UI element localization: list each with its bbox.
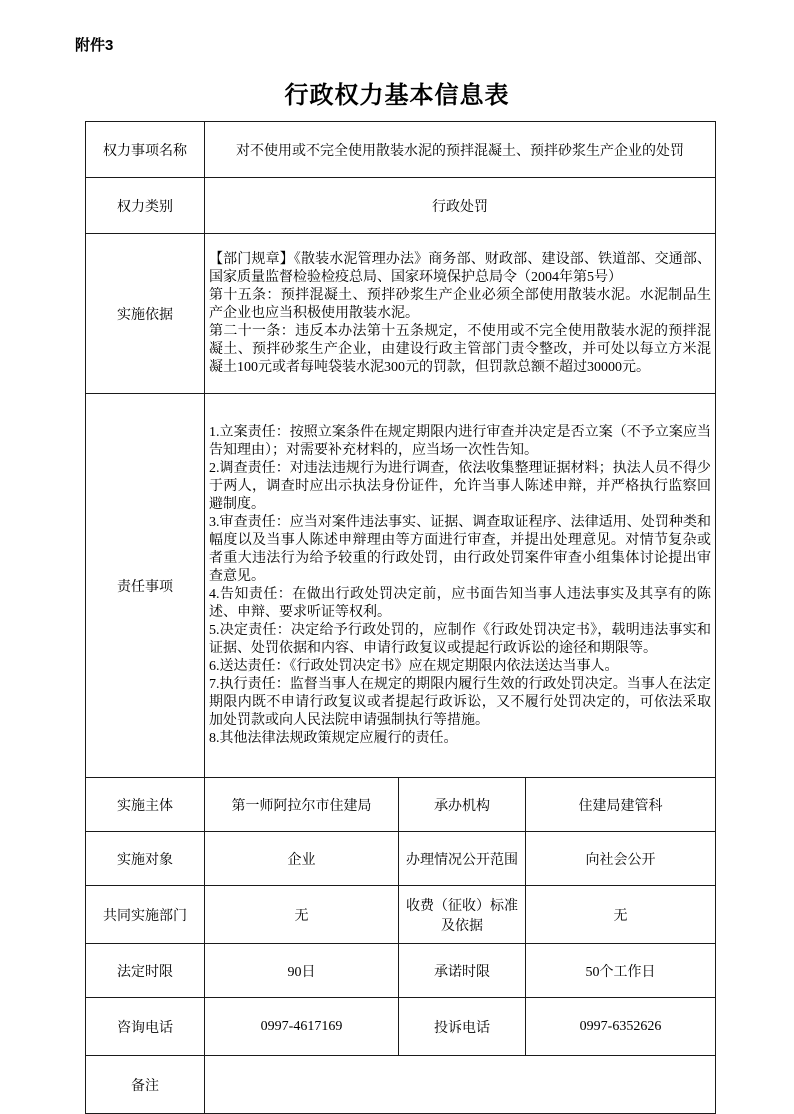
promise-limit-label: 承诺时限 [399, 944, 526, 998]
duty-item: 2.调查责任：对违法违规行为进行调查，依法收集整理证据材料；执法人员不得少于两人，调查时应出示执法身份证件，允许当事人陈述申辩，并严格执行监察回避制度。 [209, 460, 712, 512]
complaint-phone-label: 投诉电话 [399, 998, 526, 1056]
row-power-type [86, 178, 716, 234]
row-target [86, 832, 716, 886]
attachment-label: 附件3 [75, 37, 114, 54]
duty-item: 8.其他法律法规政策规定应履行的责任。 [209, 730, 458, 746]
duty-item: 3.审查责任：应当对案件违法事实、证据、调查取证程序、法律适用、处罚种类和幅度以及当事人陈述申辩理由等方面进行审查，并提出处理意见。对情节复杂或者重大违法行为给予较重的行政处罚，由行政处罚案件审查小组集体讨论提出审查意见。 [209, 514, 712, 584]
disclosure-label: 办理情况公开范围 [399, 832, 526, 886]
power-name-value: 对不使用或不完全使用散装水泥的预拌混凝土、预拌砂浆生产企业的处罚 [205, 122, 716, 178]
row-joint-dept [86, 886, 716, 944]
fee-value: 无 [526, 886, 716, 944]
joint-dept-value: 无 [205, 886, 399, 944]
power-type-label: 权力类别 [86, 178, 205, 234]
row-implementer [86, 778, 716, 832]
row-basis [86, 234, 716, 394]
legal-limit-value: 90日 [205, 944, 399, 998]
implementer-value: 第一师阿拉尔市住建局 [205, 778, 399, 832]
row-time-limit [86, 944, 716, 998]
fee-label: 收费（征收）标准及依据 [399, 886, 526, 944]
row-phones [86, 998, 716, 1056]
duty-item: 1.立案责任：按照立案条件在规定期限内进行审查并决定是否立案（不予立案应当告知理由）；对需要补充材料的，应当场一次性告知。 [209, 424, 712, 458]
consult-phone-value: 0997-4617169 [205, 998, 399, 1056]
basis-paragraph: 第二十一条：违反本办法第十五条规定，不使用或不完全使用散装水泥的预拌混凝土、预拌砂浆生产企业，由建设行政主管部门责令整改，并可处以每立方米混凝土100元或者每吨袋装水泥300元的罚款，但罚款总额不超过30000元。 [209, 323, 712, 375]
duties-value [205, 394, 716, 778]
duty-item: 4.告知责任：在做出行政处罚决定前，应书面告知当事人违法事实及其享有的陈述、申辩、要求听证等权利。 [209, 586, 712, 620]
joint-dept-label: 共同实施部门 [86, 886, 205, 944]
power-name-label: 权力事项名称 [86, 122, 205, 178]
duties-label: 责任事项 [86, 394, 205, 778]
row-remarks [86, 1056, 716, 1114]
target-label: 实施对象 [86, 832, 205, 886]
row-duties [86, 394, 716, 778]
promise-limit-value: 50个工作日 [526, 944, 716, 998]
power-type-value: 行政处罚 [205, 178, 716, 234]
implementer-label: 实施主体 [86, 778, 205, 832]
page-title: 行政权力基本信息表 [284, 83, 510, 109]
row-power-name [86, 122, 716, 178]
basis-paragraph: 第十五条：预拌混凝土、预拌砂浆生产企业必须全部使用散装水泥。水泥制品生产企业也应当积极使用散装水泥。 [209, 287, 712, 321]
remarks-label: 备注 [86, 1056, 205, 1114]
basis-label: 实施依据 [86, 234, 205, 394]
legal-limit-label: 法定时限 [86, 944, 205, 998]
remarks-value [205, 1056, 716, 1114]
undertaker-label: 承办机构 [399, 778, 526, 832]
undertaker-value: 住建局建管科 [526, 778, 716, 832]
target-value: 企业 [205, 832, 399, 886]
disclosure-value: 向社会公开 [526, 832, 716, 886]
basis-value [205, 234, 716, 394]
complaint-phone-value: 0997-6352626 [526, 998, 716, 1056]
duty-item: 7.执行责任：监督当事人在规定的期限内履行生效的行政处罚决定。当事人在法定期限内既不申请行政复议或者提起行政诉讼，又不履行处罚决定的，可依法采取加处罚款或向人民法院申请强制执行等措施。 [209, 676, 712, 728]
consult-phone-label: 咨询电话 [86, 998, 205, 1056]
duty-item: 6.送达责任：《行政处罚决定书》应在规定期限内依法送达当事人。 [209, 658, 619, 674]
duty-item: 5.决定责任：决定给予行政处罚的，应制作《行政处罚决定书》，载明违法事实和证据、处罚依据和内容、申请行政复议或提起行政诉讼的途径和期限等。 [209, 622, 712, 656]
basis-paragraph: 【部门规章】《散装水泥管理办法》商务部、财政部、建设部、铁道部、交通部、国家质量监督检验检疫总局、国家环境保护总局令（2004年第5号） [209, 251, 712, 285]
info-table [85, 121, 716, 1114]
